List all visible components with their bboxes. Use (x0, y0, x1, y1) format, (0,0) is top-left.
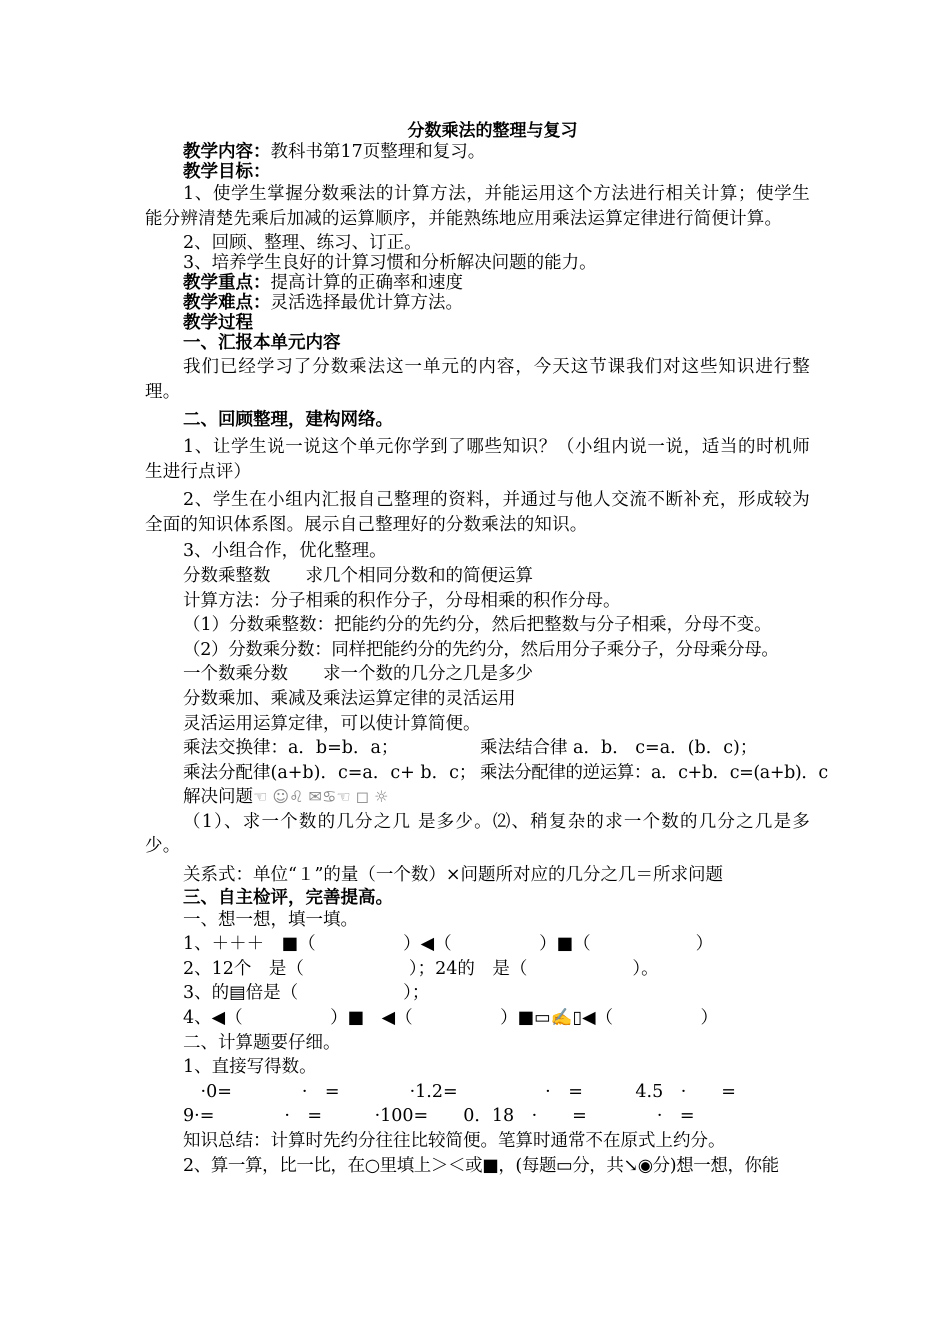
fill-blank-4: 4、◀（ ）■ ◀（ ）■▭✍▯◀（ ） (183, 1008, 719, 1029)
knowledge-line-4: （2）分数乘分数：同样把能约分的先约分，然后用分子乘分子，分母乘分母。 (183, 639, 779, 660)
fill-blank-2: 2、12个 是（ ）；24的 是（ ）。 (183, 958, 659, 979)
solve-text: （1）、求一个数的几分之几 是多少。⑵、稍复杂的求一个数的几分之几是多少。 (145, 811, 810, 857)
section-2-heading: 二、回顾整理，建构网络。 (183, 410, 393, 431)
associative-law: 乘法结合律 a．b． c=a．(b．c)； (480, 738, 758, 759)
section-3-heading: 三、自主检评，完善提高。 (183, 887, 393, 908)
document-title: 分数乘法的整理与复习 (407, 121, 578, 141)
laws-row-2 (145, 761, 828, 786)
section-1-heading: 一、汇报本单元内容 (183, 333, 341, 354)
knowledge-line-1: 分数乘整数 求几个相同分数和的简便运算 (183, 565, 533, 586)
section-2-paragraph-1: 1、让学生说一说这个单元你学到了哪些知识？（小组内说一说，适当的时机师生进行点评） (145, 436, 810, 482)
goals-label: 教学目标： (183, 162, 271, 182)
document-page (145, 120, 828, 1178)
content-label: 教学内容： (183, 142, 271, 162)
calc-row-2: 9·= · = ·100= 0．18 · = · = (183, 1106, 695, 1127)
content-text: 教科书第17页整理和复习。 (270, 142, 486, 162)
knowledge-summary: 知识总结：计算时先约分往往比较简便。笔算时通常不在原式上约分。 (183, 1131, 726, 1151)
knowledge-line-3: （1）分数乘整数：把能约分的先约分，然后把整数与分子相乘，分母不变。 (183, 615, 772, 636)
key-label: 教学重点： (183, 273, 271, 294)
relation-line: 关系式：单位“１”的量（一个数）×问题所对应的几分之几＝所求问题 (183, 865, 724, 886)
distributive-law: 乘法分配律(a+b)．c=a．c+ b．c； (183, 762, 477, 783)
knowledge-line-5: 一个数乘分数 求一个数的几分之几是多少 (183, 664, 533, 685)
commutative-law: 乘法交换律：a．b=b．a； (183, 738, 399, 759)
laws-row-1 (145, 736, 810, 761)
section-2-paragraph-3: 3、小组合作，优化整理。 (183, 541, 387, 562)
section-3-part-2: 二、计算题要仔细。 (183, 1032, 341, 1053)
knowledge-line-7: 灵活运用运算定律，可以使计算简便。 (183, 713, 481, 734)
goal-3: 3、培养学生良好的计算习惯和分析解决问题的能力。 (183, 253, 597, 274)
section-2-paragraph-2: 2、学生在小组内汇报自己整理的资料，并通过与他人交流不断补充，形成较为全面的知识体系图。展示自己整理好的分数乘法的知识。 (145, 490, 810, 535)
key-text: 提高计算的正确率和速度 (270, 273, 463, 294)
direct-answer-label: 1、直接写得数。 (183, 1057, 317, 1078)
section-3-part-1: 一、想一想，填一填。 (183, 909, 358, 930)
difficulty-text: 灵活选择最优计算方法。 (270, 293, 463, 314)
distributive-inverse: 乘法分配律的逆运算：a．c+b．c=(a+b)．c (480, 762, 828, 783)
goal-1: 1、使学生掌握分数乘法的计算方法，并能运用这个方法进行相关计算；使学生能分辨清楚先乘后加减的运算顺序，并能熟练地应用乘法运算定律进行简便计算。 (145, 184, 810, 229)
fill-blank-3: 3、的▤倍是（ ）； (183, 983, 430, 1004)
difficulty-label: 教学难点： (183, 293, 271, 314)
process-label: 教学过程 (183, 313, 253, 334)
knowledge-line-6: 分数乘加、乘减及乘法运算定律的灵活运用 (183, 688, 516, 709)
solve-label: 解决问题 (183, 787, 253, 808)
solve-problem-line (145, 785, 810, 810)
difficulty-line (145, 293, 810, 313)
goal-2: 2、回顾、整理、练习、订正。 (183, 233, 422, 254)
calc-row-1: ·0= · = ·1.2= · = 4.5 · = (183, 1081, 736, 1102)
key-point-line (145, 273, 810, 293)
fill-blank-1: 1、＋＋＋ ■（ ）◀（ ）■（ ） (183, 934, 714, 955)
section-1-text: 我们已经学习了分数乘法这一单元的内容，今天这节课我们对这些知识进行整理。 (145, 357, 810, 402)
compare-exercise: 2、算一算，比一比，在○里填上＞＜或■，(每题▭分，共↘◉分)想一想，你能 (183, 1155, 779, 1176)
content-line (145, 142, 810, 162)
solve-symbols: ☜ ☺♌ ✉♋☜ ◻ ☼ (253, 787, 389, 807)
knowledge-line-2: 计算方法：分子相乘的积作分子，分母相乘的积作分母。 (183, 590, 621, 611)
